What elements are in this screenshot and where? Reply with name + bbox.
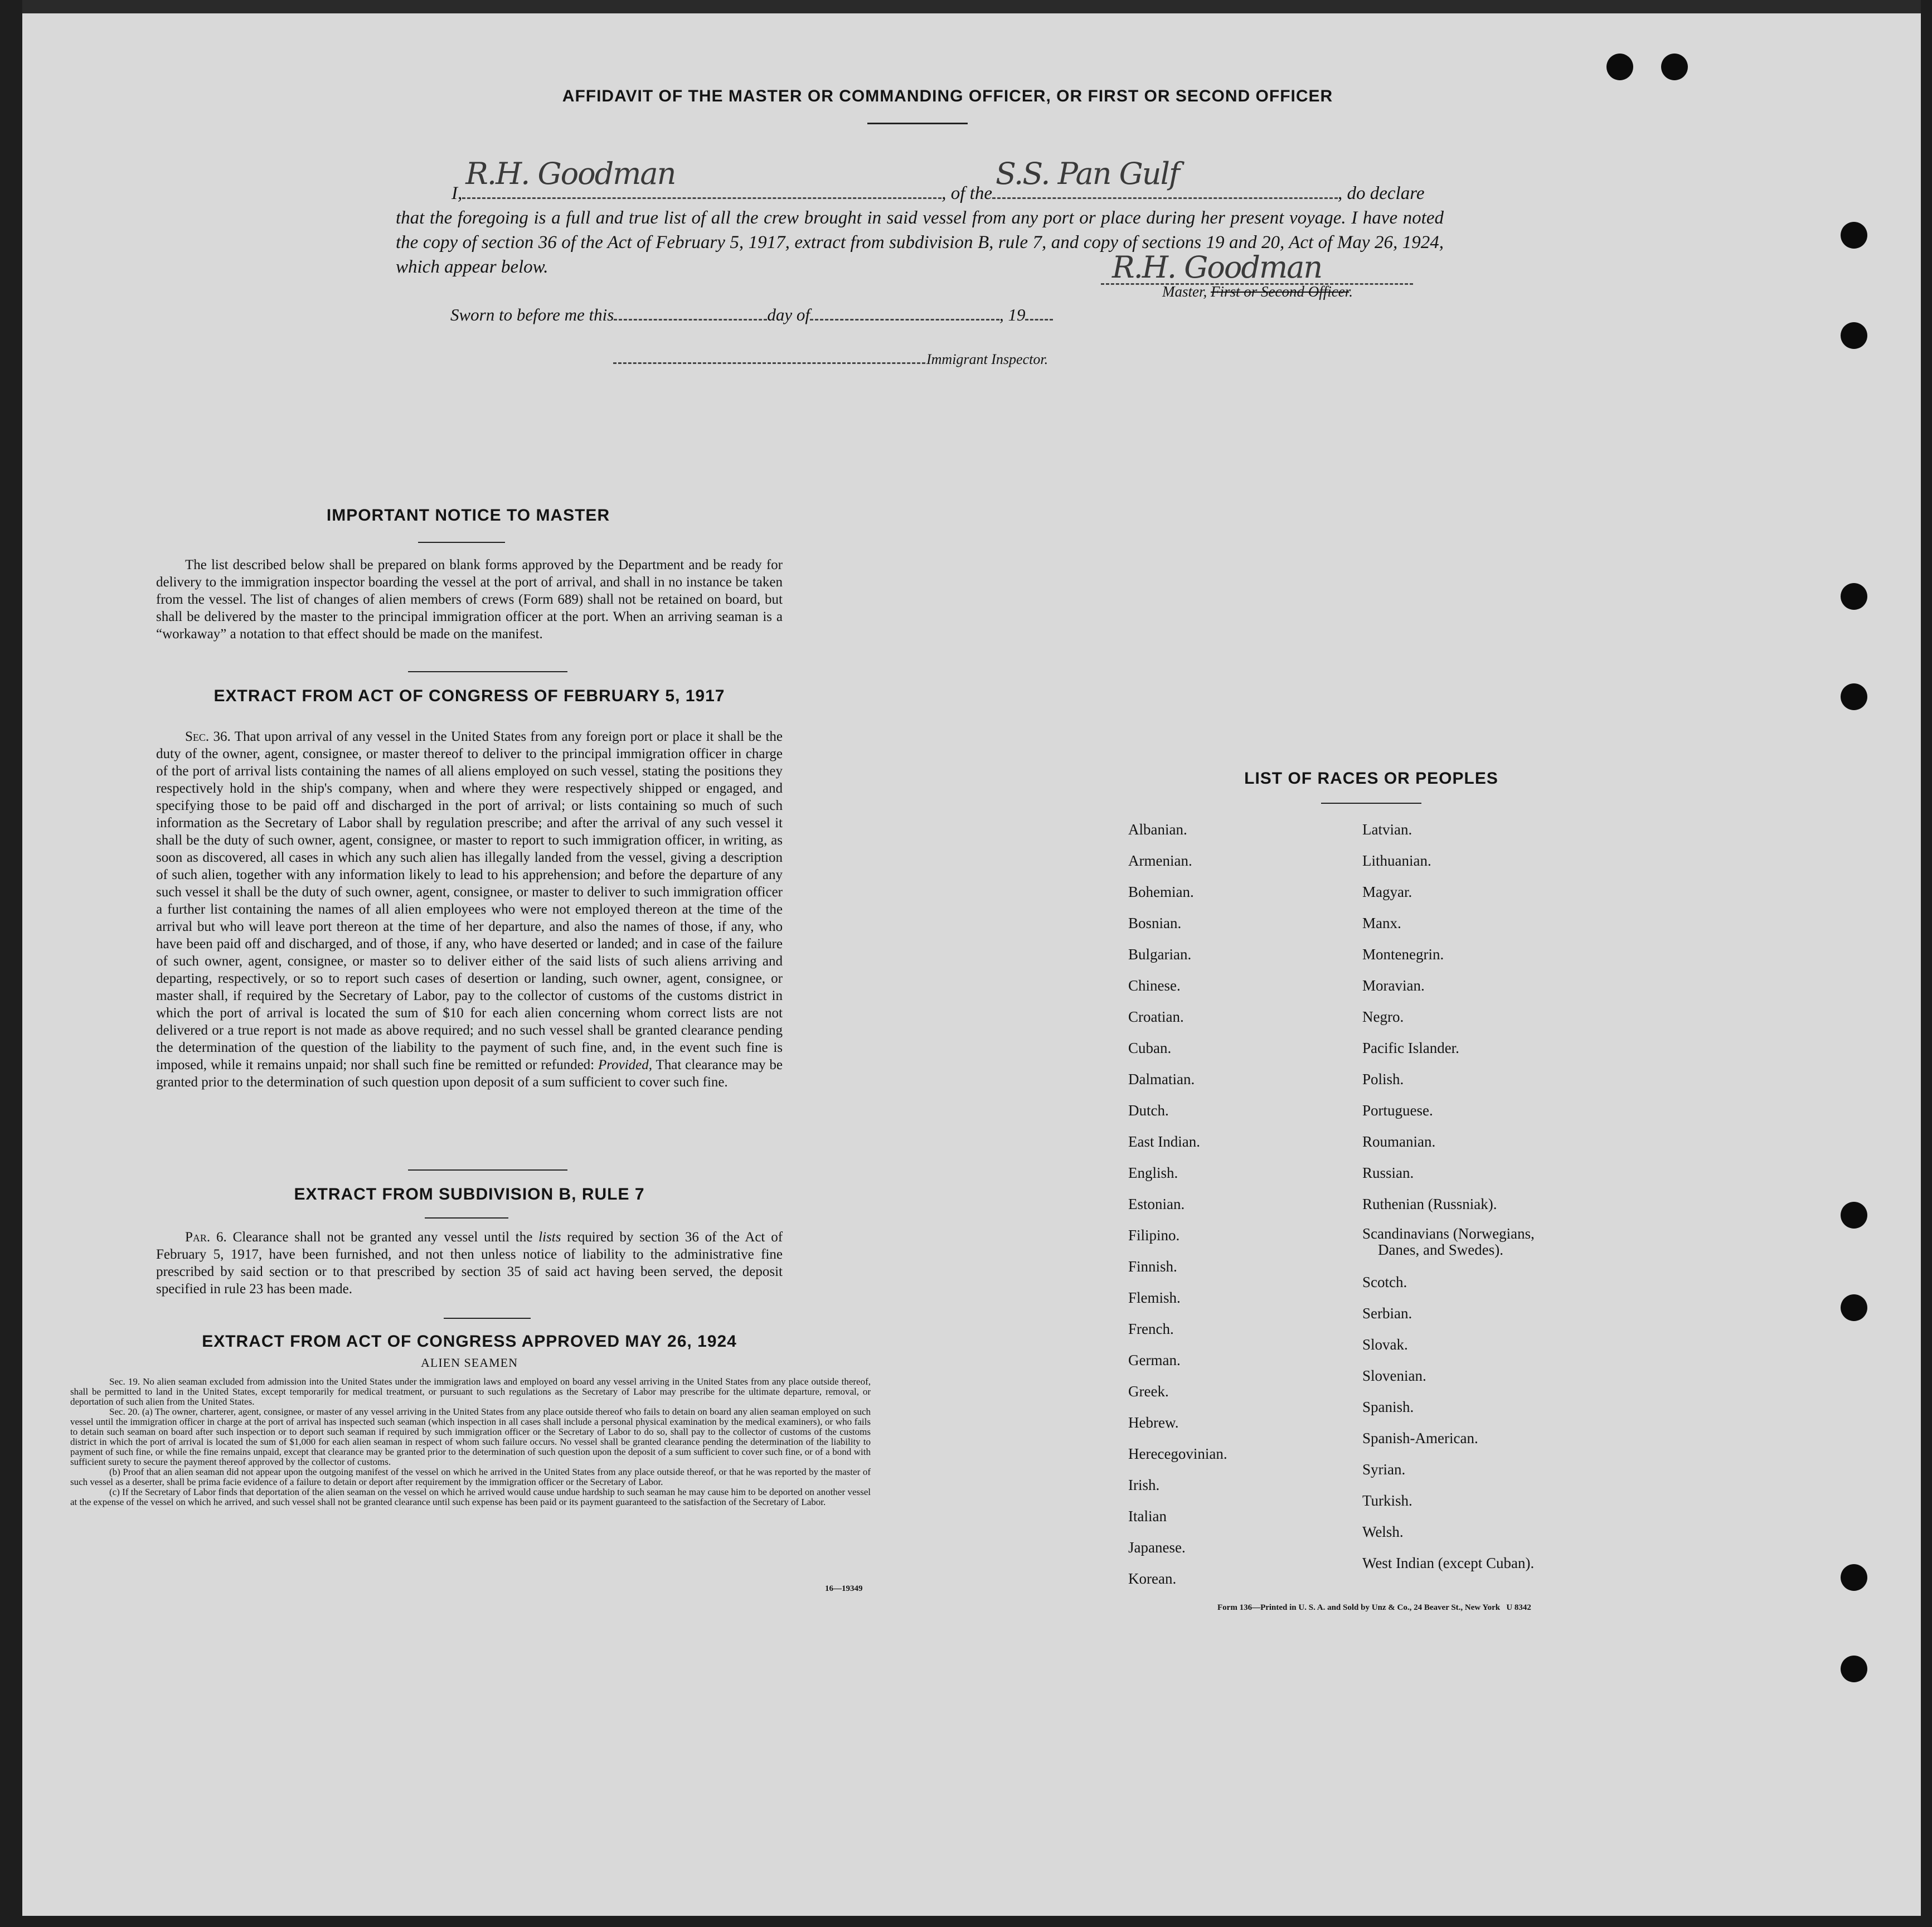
race-entry: Lithuanian. (1362, 852, 1431, 869)
divider (1321, 803, 1421, 804)
race-entry: Danes, and Swedes). (1378, 1241, 1503, 1258)
punch-hole (1841, 1202, 1867, 1229)
race-entry: Albanian. (1128, 821, 1187, 838)
sworn-year-field[interactable] (1025, 304, 1053, 321)
lists-word: lists (538, 1230, 561, 1245)
section-20b-text: (b) Proof that an alien seaman did not appear upon the outgoing manifest of the vessel on which he arrived in the United States from any place outside thereof, or that he was reported by the master of such vessel as a deserter, shall be prima facie evidence of a failure to detain or deport after requirement by the immigration officer or the Secretary of Labor. (70, 1467, 871, 1487)
affidavit-title: AFFIDAVIT OF THE MASTER OR COMMANDING OFFICER, OR FIRST OR SECOND OFFICER (562, 87, 1333, 105)
race-entry: Polish. (1362, 1071, 1404, 1088)
scan-border-top (0, 0, 1932, 13)
master-label: Master, (1162, 283, 1207, 300)
divider (418, 542, 505, 543)
race-entry: Dutch. (1128, 1102, 1169, 1119)
struck-officer-label: First or Second Officer (1211, 283, 1350, 300)
race-entry: Serbian. (1362, 1305, 1412, 1322)
punch-hole (1841, 222, 1867, 249)
race-entry: Estonian. (1128, 1196, 1185, 1212)
rule-7-text-b: required by section 36 of the Act of February 5, 1917, have been furnished, and not then unless notice of liability to the administrative fine prescribed by said section or to that prescribed by section 35 of said act having been served, the deposit specified in rule 23 has been made. (156, 1230, 783, 1297)
punch-hole (1841, 1294, 1867, 1321)
race-entry: Scandinavians (Norwegians, (1362, 1225, 1535, 1242)
race-entry: Greek. (1128, 1383, 1169, 1400)
signature-caption: Master, First or Second Officer. (1162, 283, 1353, 300)
race-entry: Magyar. (1362, 884, 1412, 900)
race-entry: Latvian. (1362, 821, 1412, 838)
sworn-day-field[interactable] (614, 304, 767, 321)
section-36-text: That upon arrival of any vessel in the United States from any foreign port or place it shall be the duty of the owner, agent, consignee, or master thereof to deliver to the principal immigration officer in charge of the port of arrival lists containing the names of all aliens employed on such vessel, stating the positions they respectively hold in the ship's company, when and where they were respectively shipped or engaged, and specifying those to be paid off and discharged in the port of arrival; or lists containing so much of such information as the Secretary of Labor shall by regulation prescribe; and after the arrival of any such vessel it shall be the duty of such owner, agent, consignee, or master to report to such immigration officer, in writing, as soon as discovered, all cases in which any such alien has illegally landed from the vessel, giving a description of such alien, together with any information likely to lead to his apprehension; and before the departure of any such vessel it shall be the duty of such owner, agent, consignee, or master to deliver to such immigration officer a further list containing the names of all alien employees who were not employed thereon at the time of the arrival but who will leave port thereon at the time of her departure, and also the names of those, if any, who have been paid off and discharged, and of those, if any, who have deserted or landed; and in case of the failure of such owner, agent, consignee, or master so to deliver either of the said lists of such aliens arriving and departing, respectively, or so to report such cases of desertion or landing, such owner, agent, consignee, or master shall, if required by the Secretary of Labor, pay to the collector of customs of the customs district in which the port of arrival is located the sum of $10 for each alien concerning whom correct lists are not delivered or a true report is not made as above required; and no such vessel shall be granted clearance pending the determination of the question of the liability to the payment of such fine, and, in the event such fine is imposed, while it remains unpaid; nor shall such fine be remitted or refunded: (156, 729, 783, 1072)
race-entry: Bohemian. (1128, 884, 1194, 900)
rule-7-body (156, 1229, 783, 1298)
divider (444, 1318, 531, 1319)
signer-name-handwriting: R.H. Goodman (465, 156, 676, 191)
race-entry: Croatian. (1128, 1008, 1184, 1025)
divider (408, 1169, 567, 1171)
race-entry: Ruthenian (Russniak). (1362, 1196, 1497, 1212)
section-36-label: Sec. 36. (185, 729, 231, 744)
divider (867, 123, 968, 124)
section-36-text-end: That clearance may be granted prior to the determination of such question upon deposit of a sum sufficient to cover such fine. (156, 1057, 783, 1090)
race-entry: Russian. (1362, 1164, 1414, 1181)
rule-7-text-a: Clearance shall not be granted any vessel until the (232, 1230, 533, 1245)
race-entry: Welsh. (1362, 1523, 1404, 1540)
punch-hole (1841, 583, 1867, 610)
divider (425, 1217, 508, 1219)
signature-field[interactable] (1101, 250, 1413, 285)
act-1924-body (70, 1377, 871, 1507)
race-entry: Scotch. (1362, 1274, 1407, 1290)
race-entry: Slovak. (1362, 1336, 1408, 1353)
scan-border-left (0, 0, 22, 1927)
sworn-year: , 19 (999, 305, 1026, 324)
race-entry: English. (1128, 1164, 1178, 1181)
race-entry: Spanish. (1362, 1399, 1414, 1415)
declaration-do-declare: , do declare (1337, 183, 1425, 203)
race-entry: Slovenian. (1362, 1367, 1426, 1384)
sworn-day-of: day of (767, 305, 810, 324)
race-entry: German. (1128, 1352, 1181, 1368)
extract-1917-body (156, 728, 783, 1091)
race-entry: Irish. (1128, 1477, 1160, 1493)
sworn-month-field[interactable] (810, 304, 999, 321)
punch-hole (1841, 1564, 1867, 1591)
race-entry: Hebrew. (1128, 1414, 1179, 1431)
signature-handwriting: R.H. Goodman (1112, 250, 1322, 285)
race-entry: Pacific Islander. (1362, 1040, 1459, 1056)
race-entry: Chinese. (1128, 977, 1181, 994)
sworn-prefix: Sworn to before me this (450, 305, 614, 324)
race-entry: East Indian. (1128, 1133, 1200, 1150)
act-1924-title: EXTRACT FROM ACT OF CONGRESS APPROVED MAY 26, 1924 (202, 1332, 737, 1351)
form-footer: Form 136—Printed in U. S. A. and Sold by Unz & Co., 24 Beaver St., New York U 8342 (1217, 1603, 1531, 1612)
act-1924-subtitle: ALIEN SEAMEN (421, 1356, 518, 1370)
section-19-text: Sec. 19. No alien seaman excluded from admission into the United States under the immigration laws and employed on board any vessel arriving in the United States from any place outside thereof, shall be permitted to land in the United States, except temporarily for medical treatment, or pursuant to such regulations as the Secretary of Labor may prescribe for the ultimate departure, removal, or deportation of such alien from the United States. (70, 1376, 871, 1407)
paragraph-6-label: Par. 6. (185, 1230, 227, 1245)
declaration-body: that the foregoing is a full and true list of all the crew brought in said vessel from any port or place during her present voyage. I have noted the copy of section 36 of the Act of February 5, 1917, extract from subdivision B, rule 7, and copy of sections 19 and 20, Act of May 26, 1924, which appear below. (396, 208, 1444, 277)
notice-body: The list described below shall be prepared on blank forms approved by the Department and be ready for delivery to the immigration inspector boarding the vessel at the port of arrival, and shall in no instance be taken from the vessel. The list of changes of alien members of crews (Form 689) shall not be retained on board, but shall be delivered by the master to the principal immigration officer at the port. When an arriving seaman is a “workaway” a notation to that effect should be made on the manifest. (156, 557, 783, 642)
inspector-label: Immigrant Inspector. (926, 351, 1048, 367)
vessel-name-handwriting: S.S. Pan Gulf (995, 156, 1179, 191)
race-entry: Filipino. (1128, 1227, 1180, 1244)
race-entry: West Indian (except Cuban). (1362, 1555, 1535, 1571)
section-20a-text: Sec. 20. (a) The owner, charterer, agent, consignee, or master of any vessel arriving in the United States from any place outside thereof who fails to detain on board any alien seaman employed on such vessel until the immigration officer in charge at the port of arrival has inspected such seaman (which inspection in all cases shall include a personal physical examination by the medical examiners), or who fails to detain such seaman on board after such inspection or to deport such seaman if required by such immigration officer or the Secretary of Labor to do so, shall pay to the collector of customs of the customs district in which the port of arrival is located the sum of $1,000 for each alien seaman in respect of whom such failure occurs. No vessel shall be granted clearance pending the determination of the liability to payment of such fine, or while the fine remains unpaid, except that clearance may be granted prior to the determination of such question upon the deposit of a sum sufficient to cover such fine, or of a bond with sufficient surety to secure the payment thereof approved by the collector of customs. (70, 1406, 871, 1467)
races-title: LIST OF RACES OR PEOPLES (1244, 769, 1498, 788)
race-entry: Syrian. (1362, 1461, 1406, 1478)
race-entry: Korean. (1128, 1570, 1177, 1587)
race-entry: Finnish. (1128, 1258, 1177, 1275)
race-entry: Portuguese. (1362, 1102, 1433, 1119)
race-entry: Cuban. (1128, 1040, 1172, 1056)
provided-word: Provided, (598, 1057, 652, 1072)
race-entry: Manx. (1362, 915, 1401, 931)
vessel-name-field[interactable] (992, 156, 1338, 199)
scan-border-right (1921, 0, 1932, 1927)
race-entry: Spanish-American. (1362, 1430, 1478, 1447)
race-entry: Moravian. (1362, 977, 1425, 994)
race-entry: Bulgarian. (1128, 946, 1192, 963)
race-entry: Dalmatian. (1128, 1071, 1195, 1088)
race-entry: Italian (1128, 1508, 1167, 1525)
extract-1917-title: EXTRACT FROM ACT OF CONGRESS OF FEBRUARY 5, 1917 (213, 687, 725, 705)
signer-name-field[interactable] (462, 156, 941, 199)
race-entry: French. (1128, 1321, 1174, 1337)
race-entry: Montenegrin. (1362, 946, 1444, 963)
sworn-line (450, 304, 1053, 325)
notice-title: IMPORTANT NOTICE TO MASTER (326, 506, 610, 525)
race-entry: Armenian. (1128, 852, 1192, 869)
scan-border-bottom (0, 1916, 1932, 1927)
race-entry: Japanese. (1128, 1539, 1186, 1556)
divider (408, 671, 567, 672)
race-entry: Roumanian. (1362, 1133, 1436, 1150)
inspector-signature-field[interactable] (613, 348, 925, 364)
print-code: 16—19349 (825, 1584, 863, 1593)
punch-hole (1841, 322, 1867, 349)
rule-7-title: EXTRACT FROM SUBDIVISION B, RULE 7 (294, 1185, 645, 1203)
declaration-i: I, (452, 183, 463, 203)
declaration-first-line (396, 156, 1444, 206)
race-entry: Herecegovinian. (1128, 1445, 1227, 1462)
race-entry: Negro. (1362, 1008, 1404, 1025)
race-entry: Bosnian. (1128, 915, 1182, 931)
punch-hole (1661, 54, 1688, 80)
races-right-column (1362, 814, 1652, 1579)
punch-hole (1841, 683, 1867, 710)
declaration-of-the: , of the (941, 183, 992, 203)
section-20c-text: (c) If the Secretary of Labor finds that deportation of the alien seaman on the vessel on which he arrived would cause undue hardship to such seaman he may cause him to be deported on another vessel at the expense of the vessel on which he arrived, and such vessel shall not be granted clearance until such expense has been paid or its payment guaranteed to the satisfaction of the Secretary of Labor. (70, 1487, 871, 1507)
races-left-column (1128, 814, 1351, 1594)
punch-hole (1841, 1656, 1867, 1682)
race-entry: Flemish. (1128, 1289, 1181, 1306)
race-entry: Turkish. (1362, 1492, 1412, 1509)
punch-hole (1606, 54, 1633, 80)
